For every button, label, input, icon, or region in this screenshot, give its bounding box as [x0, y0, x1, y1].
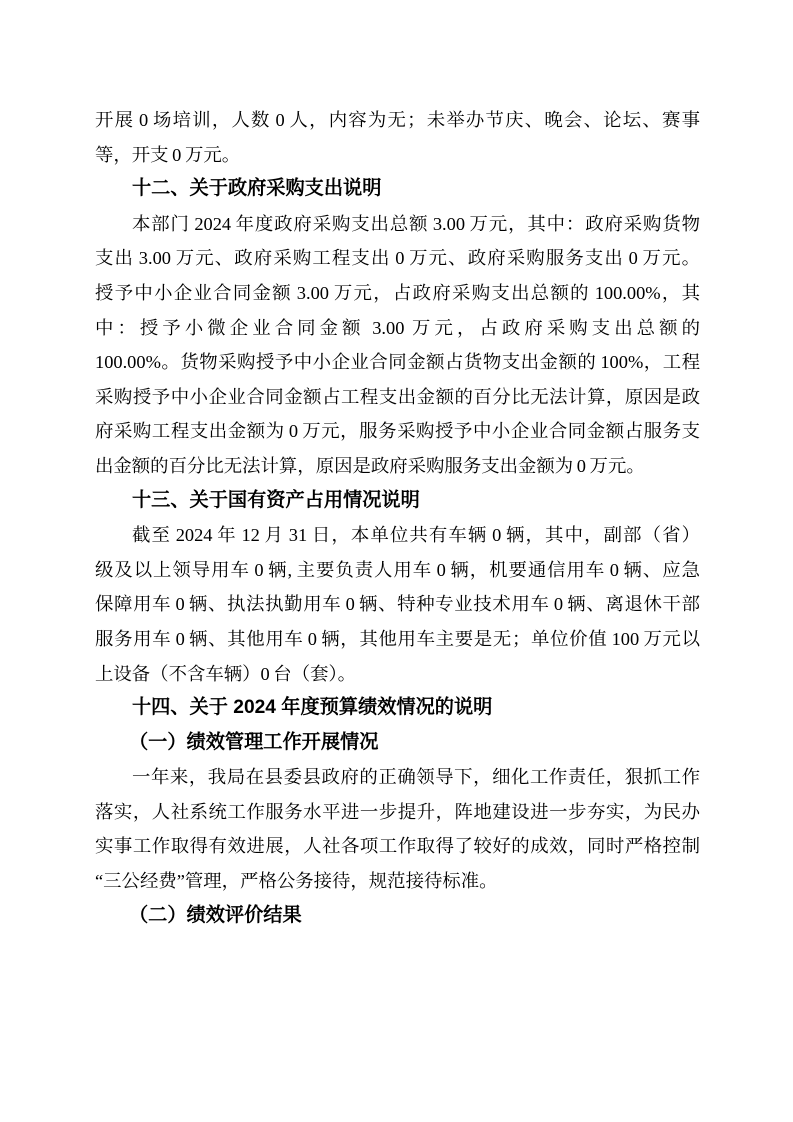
paragraph — [95, 518, 700, 691]
document-line: 上设备（不含车辆）0 台（套）。 — [95, 663, 357, 684]
document-line: 级及以上领导用车 0 辆, 主要负责人用车 0 辆，机要通信用车 0 辆、应急 — [95, 559, 700, 580]
paragraph — [95, 207, 700, 484]
paragraph — [95, 760, 700, 898]
document-line: 本部门 2024 年度政府采购支出总额 3.00 万元，其中：政府采购货物 — [132, 213, 700, 234]
document-line: 100.00%。货物采购授予中小企业合同金额占货物支出金额的 100%，工程 — [95, 352, 700, 373]
sub-section-heading: （二）绩效评价结果 — [129, 904, 302, 926]
document-line: 落实，人社系统工作服务水平进一步提升，阵地建设进一步夯实，为民办 — [95, 801, 700, 822]
document-line: 开展 0 场培训，人数 0 人，内容为无；未举办节庆、晚会、论坛、赛事 — [95, 110, 700, 130]
document-line: 截至 2024 年 12 月 31 日，本单位共有车辆 0 辆，其中，副部（省） — [132, 525, 700, 546]
document-line: 实事工作取得有效进展，人社各项工作取得了较好的成效，同时严格控制 — [95, 836, 700, 857]
sub-section-heading: （一）绩效管理工作开展情况 — [129, 731, 379, 753]
document-line: 支出 3.00 万元、政府采购工程支出 0 万元、政府采购服务支出 0 万元。 — [95, 248, 700, 269]
section-heading: 十四、关于 2024 年度预算绩效情况的说明 — [132, 697, 493, 719]
document-line: 授予中小企业合同金额 3.00 万元，占政府采购支出总额的 100.00%，其 — [95, 282, 700, 303]
document-line: 服务用车 0 辆、其他用车 0 辆，其他用车主要是无；单位价值 100 万元以 — [95, 628, 700, 649]
document-line: 府采购工程支出金额为 0 万元，服务采购授予中小企业合同金额占服务支 — [95, 421, 700, 442]
document-line: 中：授予小微企业合同金额 3.00 万元，占政府采购支出总额的 — [95, 317, 700, 338]
document-line: 保障用车 0 辆、执法执勤用车 0 辆、特种专业技术用车 0 辆、离退休干部 — [95, 594, 700, 615]
section-heading: 十二、关于政府采购支出说明 — [132, 178, 382, 200]
document-line: 一年来，我局在县委县政府的正确领导下，细化工作责任，狠抓工作 — [132, 767, 700, 788]
section-heading: 十三、关于国有资产占用情况说明 — [132, 489, 420, 511]
document-line: 采购授予中小企业合同金额占工程支出金额的百分比无法计算，原因是政 — [95, 386, 700, 407]
paragraph — [95, 103, 700, 172]
document-line: 等，开支 0 万元。 — [95, 144, 241, 165]
document-line: 出金额的百分比无法计算，原因是政府采购服务支出金额为 0 万元。 — [95, 455, 645, 476]
document-line: “三公经费”管理，严格公务接待，规范接待标准。 — [95, 871, 498, 892]
